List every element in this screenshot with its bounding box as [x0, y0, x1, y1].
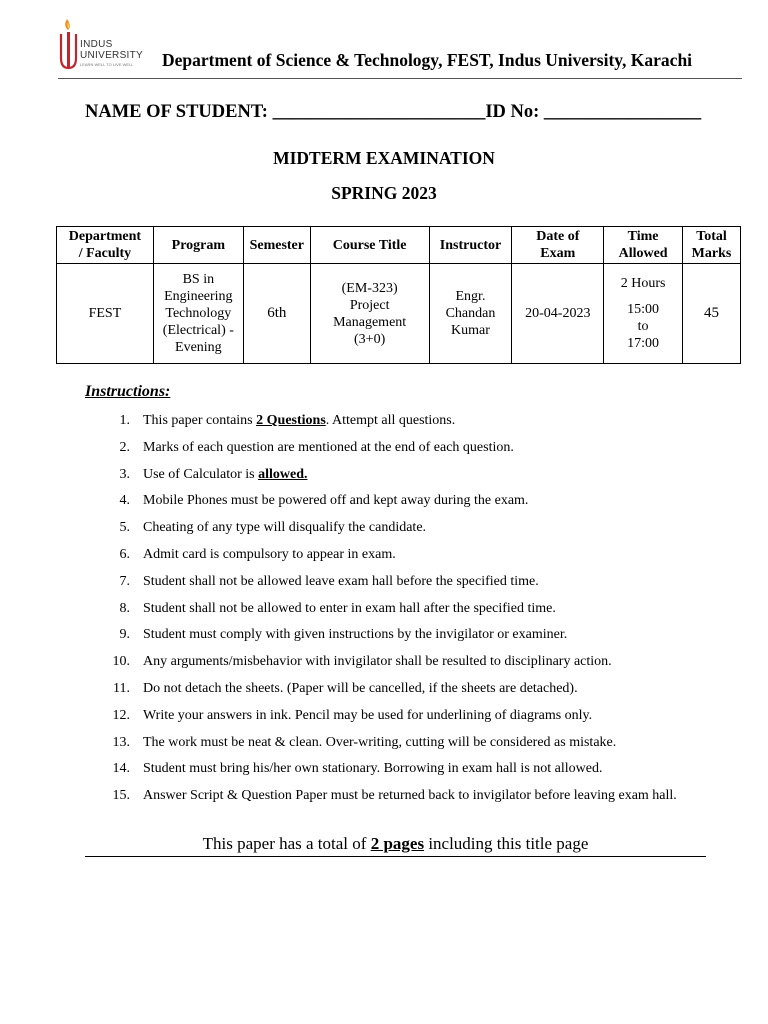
name-blank: _______________________: [272, 102, 486, 122]
header-time: Time Allowed: [604, 227, 683, 264]
logo-line-2: UNIVERSITY: [80, 50, 144, 61]
list-item: 4. Mobile Phones must be powered off and kept away during the exam.: [119, 493, 529, 509]
name-label: NAME OF STUDENT:: [85, 102, 273, 122]
id-label: ID No:: [485, 102, 544, 122]
university-logo: [58, 18, 158, 70]
list-item: 1. This paper contains 2 Questions. Attempt all questions.: [119, 413, 456, 428]
logo-tagline: LEARN WELL TO LIVE WELL: [80, 62, 134, 67]
cell-program: BS in Engineering Technology (Electrical) - Evening: [153, 264, 243, 364]
exam-title: MIDTERM EXAMINATION: [273, 148, 495, 168]
list-item: 10. Any arguments/misbehavior with invigilator shall be resulted to disciplinary action.: [112, 654, 612, 670]
header-marks: Total Marks: [683, 227, 741, 264]
list-item: 9. Student must comply with given instructions by the invigilator or examiner.: [119, 627, 568, 643]
list-item: 3. Use of Calculator is allowed.: [119, 466, 308, 482]
page-count-note: This paper has a total of 2 pages including this title page: [85, 834, 706, 857]
header-semester: Semester: [243, 227, 310, 264]
cell-semester: 6th: [243, 264, 310, 364]
header-department: Department / Faculty: [57, 227, 154, 264]
logo-wordmark: [80, 39, 143, 61]
department-title: Department of Science & Technology, FEST, Indus University, Karachi: [162, 50, 693, 70]
list-item: 15. Answer Script & Question Paper must be returned back to invigilator before leaving exam hall.: [112, 788, 677, 804]
list-item: 7. Student shall not be allowed leave exam hall before the specified time.: [119, 573, 539, 589]
cell-course-title: (EM-323) Project Management (3+0): [310, 264, 429, 364]
header-date: Date of Exam: [512, 227, 604, 264]
table-row: [57, 264, 741, 364]
list-item: 5. Cheating of any type will disqualify the candidate.: [119, 520, 427, 536]
exam-info-table: [56, 226, 741, 364]
instructions-list: [85, 411, 677, 813]
exam-session: SPRING 2023: [331, 183, 437, 203]
list-item: 13. The work must be neat & clean. Over-writing, cutting will be considered as mistake.: [112, 734, 617, 750]
list-item: 12. Write your answers in ink. Pencil may be used for underlining of diagrams only.: [112, 707, 593, 723]
list-item: 14. Student must bring his/her own stationary. Borrowing in exam hall is not allowed.: [112, 761, 603, 777]
header-instructor: Instructor: [429, 227, 512, 264]
list-item: 8. Student shall not be allowed to enter in exam hall after the specified time.: [119, 600, 556, 616]
logo-line-1: INDUS: [80, 39, 113, 50]
list-item: 6. Admit card is compulsory to appear in exam.: [119, 546, 396, 562]
cell-time: 2 Hours 15:00 to 17:00: [604, 264, 683, 364]
page-header: [58, 16, 742, 79]
cell-department: FEST: [57, 264, 154, 364]
cell-date: 20-04-2023: [512, 264, 604, 364]
cell-instructor: Engr. Chandan Kumar: [429, 264, 512, 364]
list-item: 2. Marks of each question are mentioned at the end of each question.: [119, 439, 514, 455]
list-item: 11. Do not detach the sheets. (Paper will be cancelled, if the sheets are detached).: [113, 680, 578, 696]
id-blank: _________________: [543, 102, 702, 122]
torch-icon: [58, 18, 80, 70]
header-course-title: Course Title: [310, 227, 429, 264]
instructions-heading: Instructions:: [85, 383, 171, 400]
student-line: [85, 102, 701, 123]
cell-marks: 45: [683, 264, 741, 364]
table-header-row: [57, 227, 741, 264]
header-program: Program: [153, 227, 243, 264]
